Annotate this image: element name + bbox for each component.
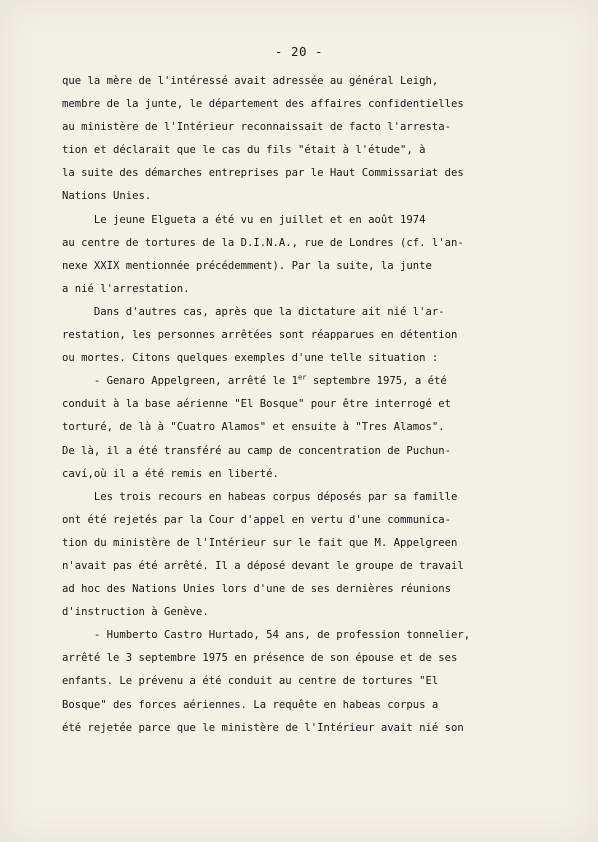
superscript: er — [298, 373, 307, 382]
line-segment: - Genaro Appelgreen, arrêté le 1 — [62, 375, 298, 388]
text-line: que la mère de l'intéressé avait adressée au général Leigh, — [62, 75, 439, 87]
text-line: Le jeune Elgueta a été vu en juillet et en août 1974 — [62, 213, 426, 226]
text-line: a nié l'arrestation. — [62, 282, 190, 295]
text-line: restation, les personnes arrêtées sont réapparues en détention — [62, 329, 458, 342]
text-line: d'instruction à Genève. — [62, 606, 209, 619]
text-line: au ministère de l'Intérieur reconnaissait de facto l'arresta- — [62, 121, 452, 134]
text-line: - Humberto Castro Hurtado, 54 ans, de profession tonnelier, — [62, 629, 471, 642]
text-line: Les trois recours en habeas corpus déposés par sa famille — [62, 490, 458, 503]
text-line: membre de la junte, le département des affaires confidentielles — [62, 98, 464, 111]
text-line-with-superscript — [62, 370, 547, 393]
text-line: au centre de tortures de la D.I.N.A., rue de Londres (cf. l'an- — [62, 236, 464, 249]
text-line: ont été rejetés par la Cour d'appel en vertu d'une communica- — [62, 513, 452, 526]
text-line: Bosque" des forces aériennes. La requête en habeas corpus a — [62, 698, 439, 711]
text-line: été rejetée parce que le ministère de l'Intérieur avait nié son — [62, 721, 464, 734]
text-line: tion et déclarait que le cas du fils "était à l'étude", à — [62, 144, 426, 157]
text-line: la suite des démarches entreprises par le Haut Commissariat des — [62, 167, 464, 180]
text-line: nexe XXIX mentionnée précédemment). Par la suite, la junte — [62, 259, 432, 272]
line-segment: septembre 1975, a été — [306, 375, 447, 388]
text-line: Dans d'autres cas, après que la dictature ait nié l'ar- — [62, 305, 445, 318]
text-line: n'avait pas été arrêté. Il a déposé devant le groupe de travail — [62, 559, 464, 572]
text-line: caví,où il a été remis en liberté. — [62, 467, 279, 480]
text-line: torturé, de là à "Cuatro Alamos" et ensuite à "Tres Alamos". — [62, 421, 445, 434]
page-number: - 20 - — [274, 44, 324, 59]
text-line: enfants. Le prévenu a été conduit au centre de tortures "El — [62, 675, 439, 688]
body-text — [62, 70, 547, 740]
text-line: De là, il a été transféré au camp de concentration de Puchun- — [62, 444, 452, 457]
text-line: arrêté le 3 septembre 1975 en présence de son épouse et de ses — [62, 652, 458, 665]
text-line: ou mortes. Citons quelques exemples d'une telle situation : — [62, 352, 439, 365]
text-line: Nations Unies. — [62, 190, 152, 203]
text-line: ad hoc des Nations Unies lors d'une de ses dernières réunions — [62, 583, 452, 596]
text-line: conduit à la base aérienne "El Bosque" pour être interrogé et — [62, 398, 452, 411]
text-line: tion du ministère de l'Intérieur sur le fait que M. Appelgreen — [62, 536, 458, 549]
